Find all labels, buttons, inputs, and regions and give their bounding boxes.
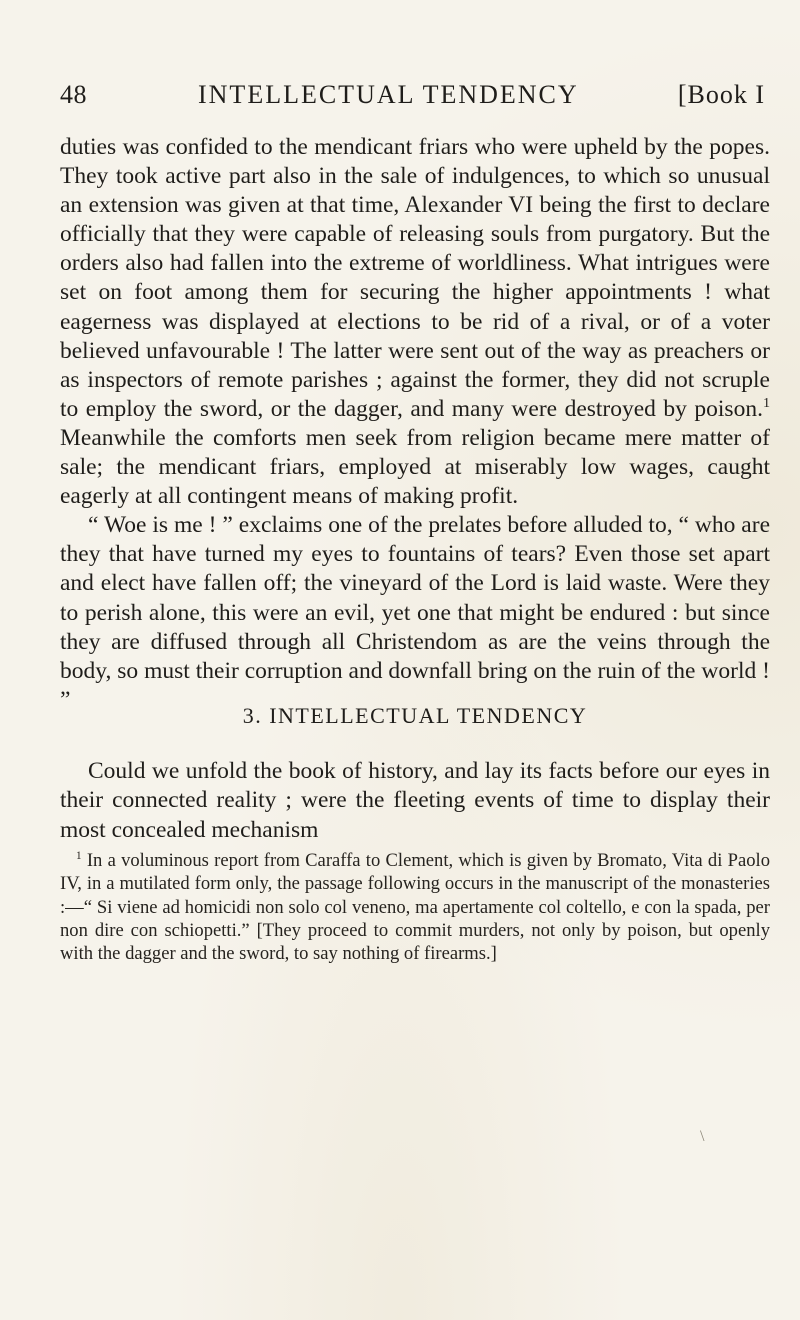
page-header: [60, 80, 765, 116]
page-number: 48: [60, 80, 87, 109]
paragraph-1-part-b: Meanwhile the comforts men seek from religion became mere matter of sale; the mendicant friars, employed at miserably low wages, caught eagerly at all contingent means of making profit.: [60, 424, 770, 510]
footnote-marker: 1: [76, 849, 82, 862]
section-paragraph: Could we unfold the book of history, and lay its facts before our eyes in their connected reality ; were the fleeting events of time to display their most concealed mechanism: [60, 758, 770, 843]
paragraph-1: [60, 133, 770, 511]
running-title: INTELLECTUAL TENDENCY: [198, 80, 579, 109]
section-heading: 3. INTELLECTUAL TENDENCY: [242, 703, 588, 728]
book-label: [Book I: [677, 80, 765, 109]
paragraph-2: “ Woe is me ! ” exclaims one of the prelates before alluded to, “ who are they that have turned my eyes to fountains of tears? Even those set apart and elect have fallen off; the vineyard of the Lord is laid waste. Were they to perish alone, this were an evil, yet one that might be endured : but since they are diffused through all Christendom as are the veins through the body, so must their corruption and downfall bring on the ruin of the world ! ”: [60, 512, 770, 713]
footnote: [60, 849, 770, 965]
footnote-text: In a voluminous report from Caraffa to Clement, which is given by Bromato, Vita di Paolo IV, in a mutilated form only, the passage following occurs in the manuscript of the monasteries :—“ Si viene ad homicidi non solo col veneno, ma apertamente col coltello, e con la spada, per non dire con schiopetti.” [They proceed to commit murders, not only by poison, but openly with the dagger and the sword, to say nothing of firearms.]: [60, 850, 770, 965]
stray-pencil-mark: \: [700, 1128, 705, 1145]
paragraph-1-part-a: duties was confided to the mendicant friars who were upheld by the popes. They took active part also in the sale of indulgences, to which so unusual an extension was given at that time, Alexander VI being the first to declare officially that they were capable of releasing souls from purgatory. But the orders also had fallen into the extreme of worldliness. What intrigues were set on foot among them for securing the higher appointments ! what eagerness was displayed at elections to be rid of a rival, or of a voter believed unfavourable ! The latter were sent out of the way as preachers or as inspectors of remote parishes ; against the former, they did not scruple to employ the sword, or the dagger, and many were destroyed by poison.: [60, 134, 770, 422]
main-text: [60, 133, 770, 715]
footnote-reference: 1: [762, 395, 770, 412]
